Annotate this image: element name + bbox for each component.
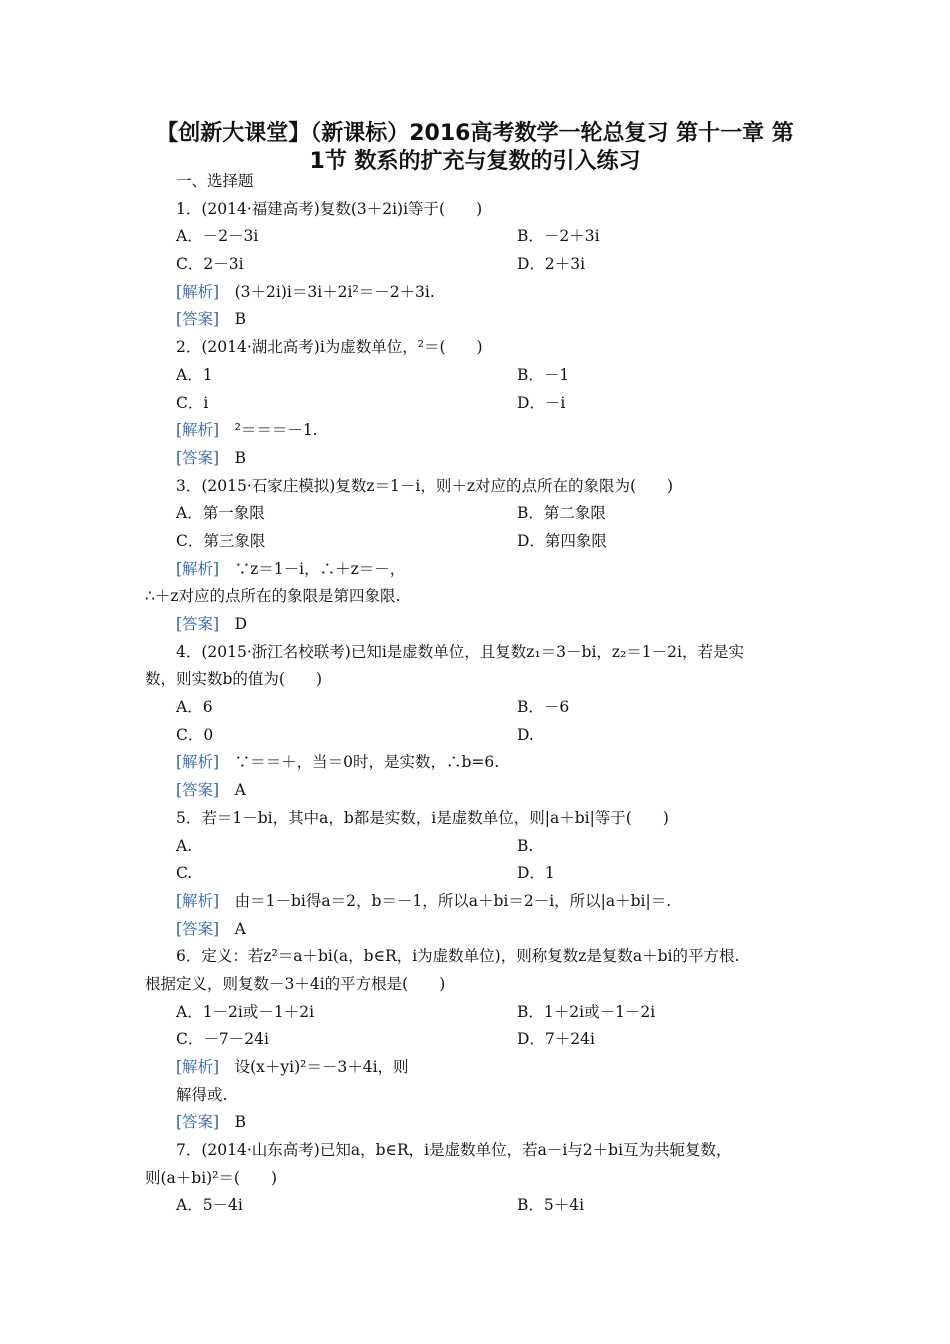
option-b: B.: [517, 836, 534, 855]
answer-label: [答案]: [176, 615, 220, 633]
analysis-label: [解析]: [176, 1058, 220, 1076]
answer-label: [答案]: [176, 448, 220, 467]
question-3-stem: 3．(2015·石家庄模拟)复数z＝1－i，则＋z对应的点所在的象限为( ): [176, 476, 674, 495]
analysis-label: [解析]: [176, 753, 220, 772]
question-4-analysis: [145, 749, 813, 777]
analysis-label: [解析]: [176, 559, 220, 578]
question-6-options-cd: [145, 1026, 813, 1054]
option-a: A．第一象限: [176, 504, 265, 523]
option-c: C.: [176, 864, 193, 883]
option-d: D．7＋24i: [517, 1030, 595, 1049]
option-c: C．2－3i: [176, 255, 244, 274]
question-6-analysis-cont: 解得或.: [176, 1085, 228, 1104]
analysis-label: [解析]: [176, 421, 220, 440]
analysis-text: ∵z＝1－i，∴＋z＝－，: [219, 559, 406, 578]
option-b: B．第二象限: [517, 504, 606, 523]
question-1-options-ab: [145, 223, 813, 251]
option-d: D.: [517, 725, 534, 744]
question-3-answer: [145, 611, 813, 639]
question-1-answer: [145, 306, 813, 334]
option-d: D．1: [517, 864, 555, 883]
question-4-options-ab: [145, 694, 813, 722]
answer-text: A: [219, 919, 246, 938]
option-d: D．－i: [517, 393, 566, 412]
option-b: B．－6: [517, 698, 570, 717]
question-4-stem: 4．(2015·浙江名校联考)已知i是虚数单位，且复数z₁＝3－bi，z₂＝1－2i，若是实: [176, 642, 744, 661]
question-2-analysis: [145, 417, 813, 445]
question-6-analysis: [145, 1054, 813, 1082]
question-3-options-cd: [145, 528, 813, 556]
question-6-stem-cont: 根据定义，则复数－3＋4i的平方根是( ): [145, 974, 446, 993]
question-5-options-ab: [145, 833, 813, 861]
exercise-content: [145, 168, 813, 1220]
question-5-stem: 5．若＝1－bi，其中a，b都是实数，i是虚数单位，则|a＋bi|等于( ): [176, 808, 669, 827]
analysis-label: [解析]: [176, 891, 220, 910]
question-5-answer: [145, 916, 813, 944]
question-2-options-ab: [145, 362, 813, 390]
option-a: A．1－2i或－1＋2i: [176, 1002, 315, 1021]
option-c: C．i: [176, 393, 209, 412]
title-line-2: 1节 数系的扩充与复数的引入练习: [309, 149, 641, 174]
question-4-options-cd: [145, 722, 813, 750]
question-2-stem: 2．(2014·湖北高考)i为虚数单位，²＝( ): [176, 338, 483, 357]
option-c: C．0: [176, 725, 214, 744]
answer-label: [答案]: [176, 310, 220, 329]
question-7-options-ab: [145, 1192, 813, 1220]
answer-label: [答案]: [176, 919, 220, 938]
question-5-analysis: [145, 888, 813, 916]
question-4-stem-cont: 数，则实数b的值为( ): [145, 670, 323, 689]
question-3-analysis-cont: ∴＋z对应的点所在的象限是第四象限.: [145, 587, 401, 606]
option-a: A.: [176, 836, 193, 855]
analysis-text: ²＝＝＝－1.: [219, 421, 318, 440]
question-7-stem-cont: 则(a＋bi)²＝( ): [145, 1168, 278, 1187]
analysis-text: 由＝1－bi得a＝2，b＝－1，所以a＋bi＝2－i，所以|a＋bi|＝.: [219, 891, 672, 910]
option-b: B．－1: [517, 365, 570, 384]
option-d: D．第四象限: [517, 531, 607, 550]
option-b: B．1＋2i或－1－2i: [517, 1002, 656, 1021]
question-5-options-cd: [145, 860, 813, 888]
answer-text: D: [219, 615, 248, 633]
question-4-answer: [145, 777, 813, 805]
answer-text: B: [219, 310, 246, 329]
section-heading: 一、选择题: [176, 172, 254, 190]
question-6-stem: 6．定义：若z²＝a＋bi(a，b∈R，i为虚数单位)，则称复数z是复数a＋bi的平方根.: [176, 947, 740, 966]
option-a: A．6: [176, 698, 213, 717]
option-a: A．1: [176, 365, 213, 384]
analysis-text: (3＋2i)i＝3i＋2i²＝－2＋3i.: [219, 282, 435, 301]
option-c: C．－7－24i: [176, 1030, 269, 1049]
question-1-analysis: [145, 279, 813, 307]
option-b: B．5＋4i: [517, 1196, 585, 1215]
answer-label: [答案]: [176, 781, 220, 800]
option-a: A．5－4i: [176, 1196, 243, 1215]
question-3-analysis: [145, 556, 813, 584]
question-6-options-ab: [145, 999, 813, 1027]
question-1-options-cd: [145, 251, 813, 279]
answer-text: A: [219, 781, 246, 800]
question-1-stem: 1．(2014·福建高考)复数(3＋2i)i等于( ): [176, 199, 483, 218]
title-line-1: 【创新大课堂】（新课标）2016高考数学一轮总复习 第十一章 第: [156, 121, 794, 146]
question-2-answer: [145, 445, 813, 473]
question-7-stem: 7．(2014·山东高考)已知a，b∈R，i是虚数单位，若a－i与2＋bi互为共轭复数，: [176, 1141, 732, 1160]
question-2-options-cd: [145, 390, 813, 418]
analysis-text: 设(x＋yi)²＝－3＋4i，则: [219, 1058, 409, 1076]
answer-text: B: [219, 1113, 246, 1132]
question-3-options-ab: [145, 500, 813, 528]
option-c: C．第三象限: [176, 531, 266, 550]
analysis-text: ∵＝＝＋，当＝0时，是实数，∴b=6.: [219, 753, 500, 772]
answer-text: B: [219, 448, 246, 467]
option-a: A．－2－3i: [176, 227, 259, 246]
analysis-label: [解析]: [176, 282, 220, 301]
option-b: B．－2＋3i: [517, 227, 600, 246]
answer-label: [答案]: [176, 1113, 220, 1132]
option-d: D．2＋3i: [517, 255, 586, 274]
question-6-answer: [145, 1109, 813, 1137]
